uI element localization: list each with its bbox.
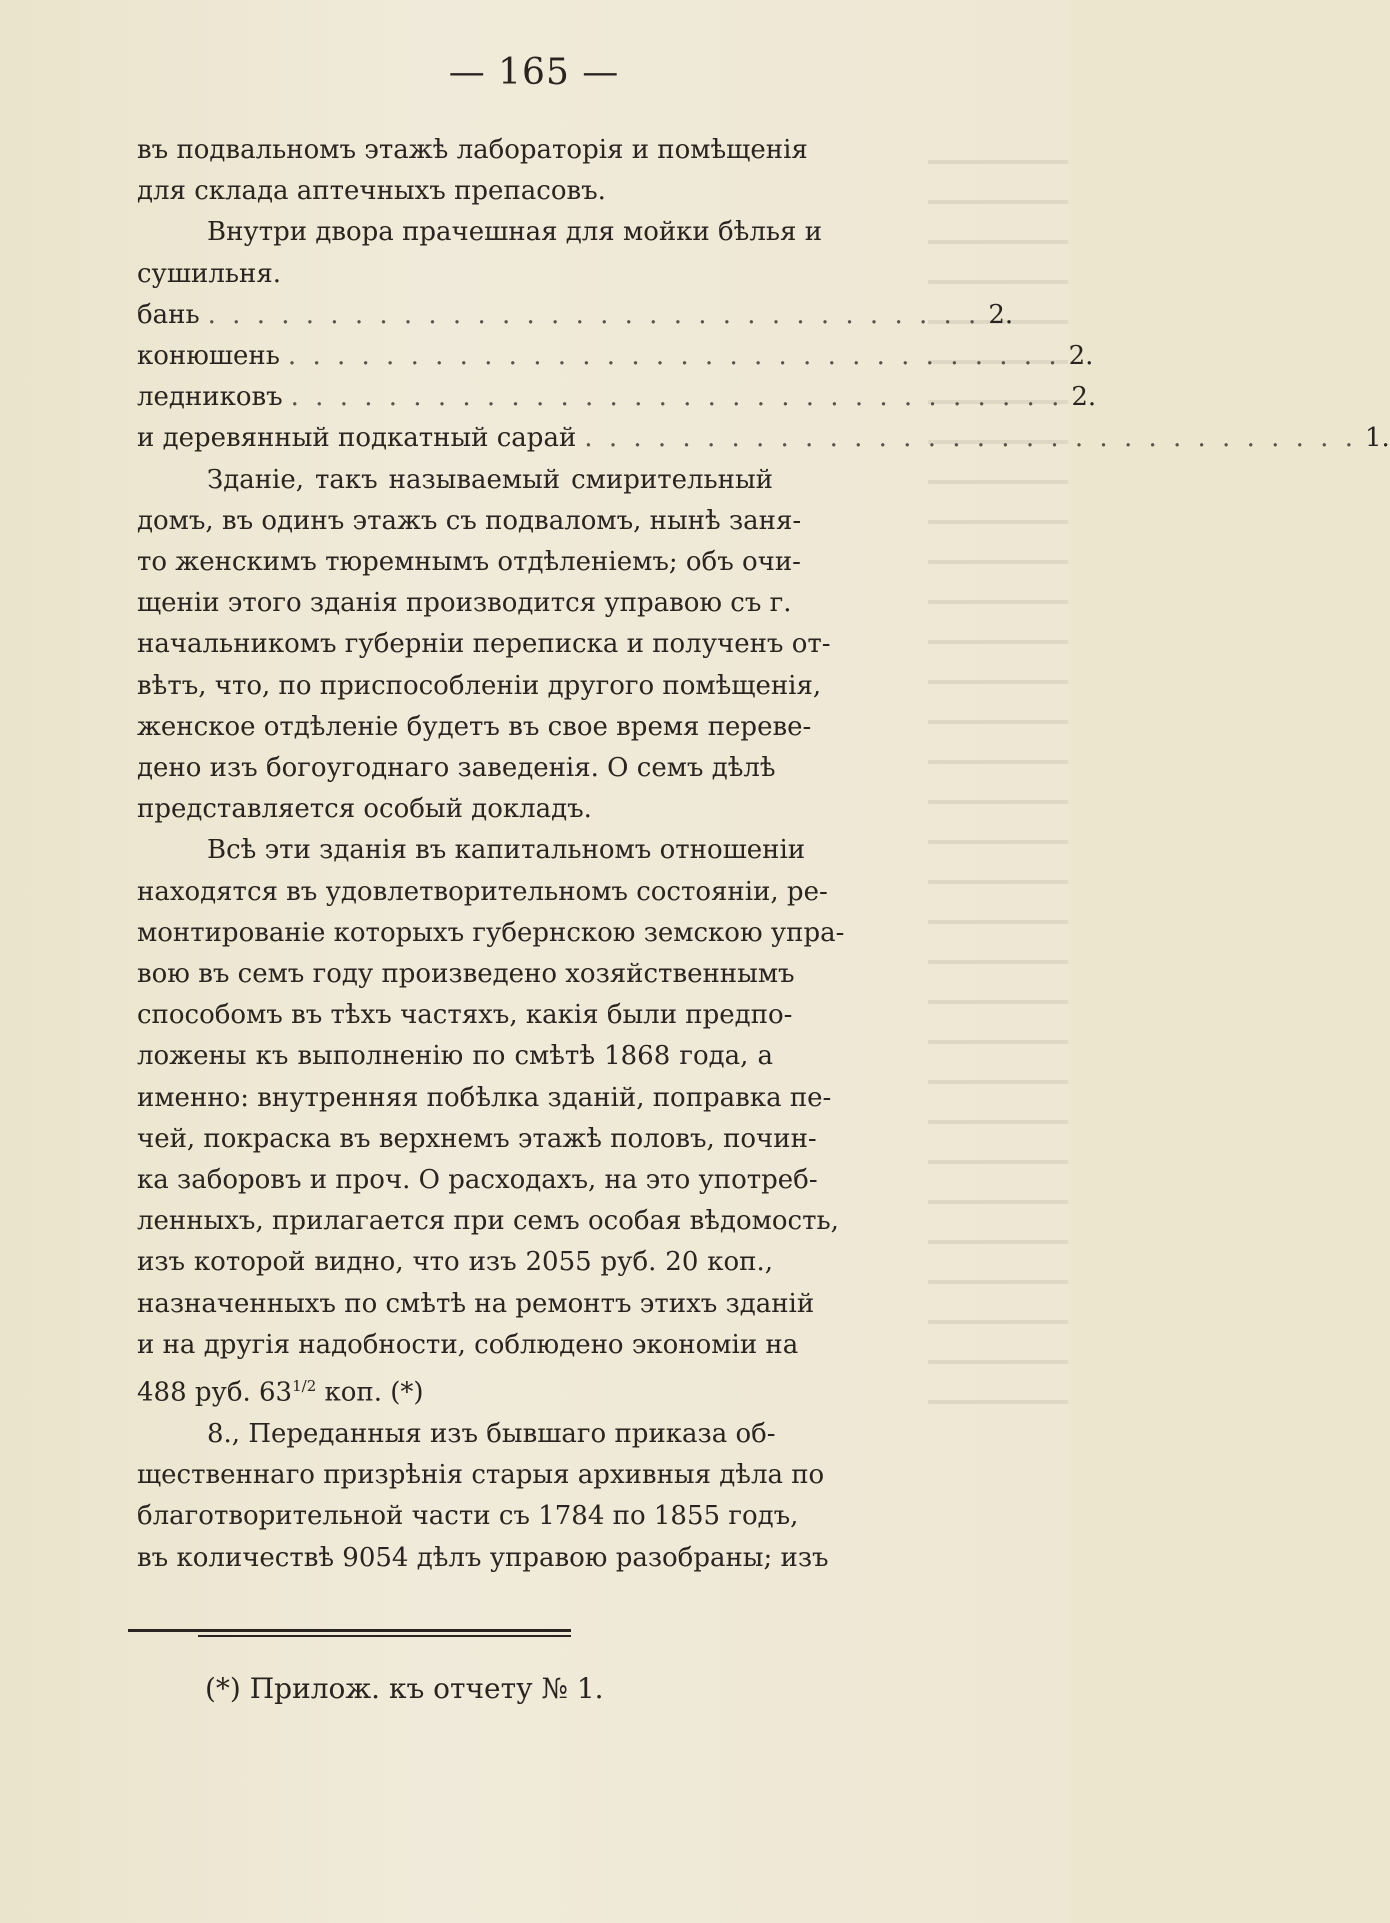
text-line: ленныхъ, прилагается при семъ особая вѣдомость, (137, 1206, 839, 1237)
text-line: въ количествѣ 9054 дѣлъ управою разобраны; изъ (137, 1542, 829, 1573)
text-line: Внутри двора прачешная для мойки бѣлья и (207, 217, 823, 248)
footnote-rule (128, 1629, 571, 1632)
list-item-count: 2. (988, 299, 1014, 330)
text-line: монтированіе которыхъ губернскою земскою упра- (137, 917, 845, 948)
list-item-label: бань (137, 299, 200, 330)
text-line (137, 1366, 773, 1414)
text-line: ложены къ выполненію по смѣтѣ 1868 года, а (137, 1041, 773, 1072)
list-item (137, 336, 1094, 377)
footnote: (*) Прилож. къ отчету № 1. (205, 1672, 604, 1705)
text-line: въ подвальномъ этажѣ лабораторія и помѣщенія (137, 135, 808, 165)
leader-dots: . . . . . . . . . . . . . . . . . . . . . . . . . . . . . . . . (290, 382, 1064, 413)
text-line: вѣтъ, что, по приспособленіи другого помѣщенія, (137, 670, 822, 701)
text-line: изъ которой видно, что изъ 2055 руб. 20 коп., (137, 1247, 773, 1278)
list-item (137, 295, 1014, 336)
text-line: дено изъ богоугоднаго заведенія. О семъ дѣлѣ (137, 753, 776, 784)
list-item (137, 418, 1390, 459)
text-line: Всѣ эти зданія въ капитальномъ отношеніи (207, 835, 806, 866)
text-line: Зданіе, такъ называемый смирительный (207, 464, 773, 495)
leader-dots: . . . . . . . . . . . . . . . . . . . . . . . . . . . . . . . . (207, 299, 981, 330)
body-text (137, 130, 1390, 1579)
footnote-rule (198, 1635, 571, 1637)
amount-tail: коп. (*) (316, 1377, 424, 1408)
text-line: сушильня. (137, 258, 282, 289)
text-line: именно: внутренняя побѣлка зданій, поправка пе- (137, 1082, 832, 1113)
text-line: благотворительной части съ 1784 по 1855 годъ, (137, 1501, 799, 1532)
list-item (137, 377, 1097, 418)
text-line: вою въ семъ году произведено хозяйственнымъ (137, 959, 795, 990)
leader-dots: . . . . . . . . . . . . . . . . . . . . . . . . . . . . . . . . (584, 423, 1357, 454)
text-line: представляется особый докладъ. (137, 794, 592, 825)
text-line: назначенныхъ по смѣтѣ на ремонтъ этихъ зданій (137, 1288, 815, 1319)
text-line: ка заборовъ и проч. О расходахъ, на это употреб- (137, 1165, 818, 1196)
text-line: домъ, въ одинъ этажъ съ подваломъ, нынѣ заня- (137, 505, 802, 536)
list-item-count: 1. (1364, 423, 1390, 454)
list-item-label: ледниковъ (137, 382, 283, 413)
text-line: щественнаго призрѣнія старыя архивныя дѣла по (137, 1460, 825, 1491)
text-line: щеніи этого зданія производится управою съ г. (137, 588, 792, 619)
list-item-count: 2. (1068, 341, 1094, 372)
page-number: — 165 — (448, 52, 620, 93)
amount: 488 руб. 63 (137, 1377, 293, 1408)
text-line: для склада аптечныхъ препасовъ. (137, 176, 606, 207)
text-line: находятся въ удовлетворительномъ состояніи, ре- (137, 876, 828, 907)
text-line: и на другія надобности, соблюдено экономіи на (137, 1329, 799, 1360)
list-item-count: 2. (1071, 382, 1097, 413)
text-line: то женскимъ тюремнымъ отдѣленіемъ; объ очи- (137, 547, 801, 578)
text-line: женское отдѣленіе будетъ въ свое время переве- (137, 711, 812, 742)
text-line: чей, покраска въ верхнемъ этажѣ половъ, почин- (137, 1123, 817, 1154)
fraction: 1/2 (292, 1377, 317, 1396)
leader-dots: . . . . . . . . . . . . . . . . . . . . . . . . . . . . . . . . (287, 341, 1061, 372)
text-line: 8., Переданныя изъ бывшаго приказа об- (207, 1418, 776, 1449)
list-item-label: и деревянный подкатный сарай (137, 423, 577, 454)
text-line: начальникомъ губерніи переписка и полученъ от- (137, 629, 831, 660)
text-line: способомъ въ тѣхъ частяхъ, какія были предпо- (137, 1000, 793, 1031)
list-item-label: конюшень (137, 341, 280, 372)
